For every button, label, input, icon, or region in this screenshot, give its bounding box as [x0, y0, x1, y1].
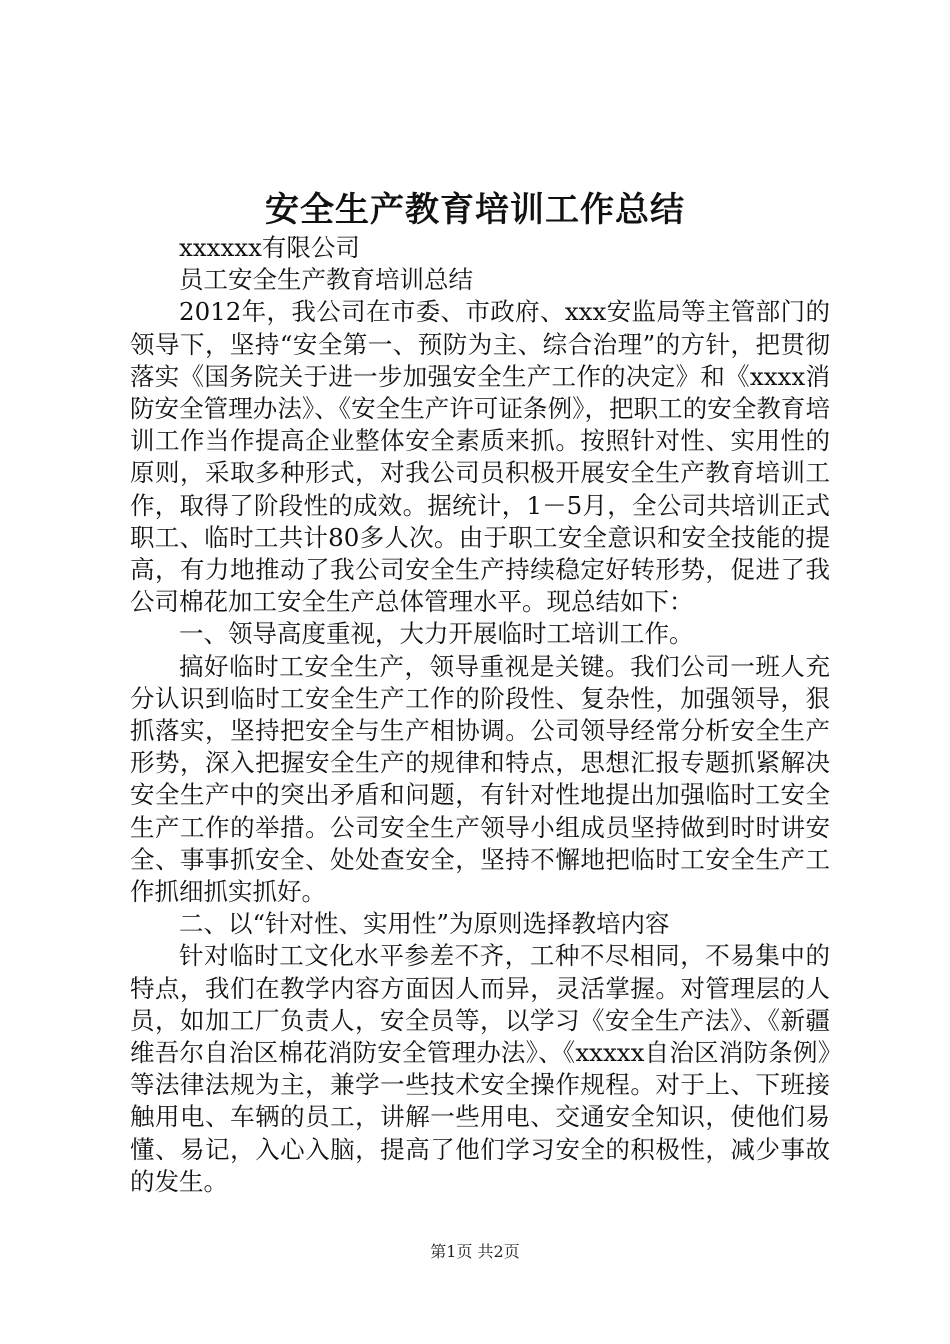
- document-body: [130, 232, 830, 1198]
- paragraph-company: xxxxxx有限公司: [179, 233, 360, 262]
- paragraph-subtitle: 员工安全生产教育培训总结: [179, 265, 473, 295]
- document-title: 安全生产教育培训工作总结: [265, 190, 685, 230]
- page-number-footer: 第1页 共2页: [430, 1242, 520, 1261]
- paragraph-intro: 2012年，我公司在市委、市政府、xxx安监局等主管部门的领导下，坚持“安全第一、预防为主、综合治理”的方针，把贯彻落实《国务院关于进一步加强安全生产工作的决定》和《xxxx消防安全管理办法》、《安全生产许可证条例》，把职工的安全教育培训工作当作提高企业整体安全素质来抓。按照针对性、实用性的原则，采取多种形式，对我公司员积极开展安全生产教育培训工作，取得了阶段性的成效。据统计，1－5月，全公司共培训正式职工、临时工共计80多人次。由于职工安全意识和安全技能的提高，有力地推动了我公司安全生产持续稳定好转形势，促进了我公司棉花加工安全生产总体管理水平。现总结如下：: [130, 297, 830, 617]
- paragraph-section-2: 针对临时工文化水平参差不齐，工种不尽相同，不易集中的特点，我们在教学内容方面因人而异，灵活掌握。对管理层的人员，如加工厂负责人，安全员等，以学习《安全生产法》、《新疆维吾尔自治区棉花消防安全管理办法》、《xxxxx自治区消防条例》等法律法规为主，兼学一些技术安全操作规程。对于上、下班接触用电、车辆的员工，讲解一些用电、交通安全知识，使他们易懂、易记，入心入脑，提高了他们学习安全的积极性，减少事故的发生。: [130, 941, 830, 1196]
- section-heading-1: 一、领导高度重视，大力开展临时工培训工作。: [179, 619, 694, 649]
- section-heading-2: 二、以“针对性、实用性”为原则选择教培内容: [179, 909, 670, 939]
- paragraph-section-1: 搞好临时工安全生产，领导重视是关键。我们公司一班人充分认识到临时工安全生产工作的阶段性、复杂性，加强领导，狠抓落实，坚持把安全与生产相协调。公司领导经常分析安全生产形势，深入把握安全生产的规律和特点，思想汇报专题抓紧解决安全生产中的突出矛盾和问题，有针对性地提出加强临时工安全生产工作的举措。公司安全生产领导小组成员坚持做到时时讲安全、事事抓安全、处处查安全，坚持不懈地把临时工安全生产工作抓细抓实抓好。: [130, 651, 830, 907]
